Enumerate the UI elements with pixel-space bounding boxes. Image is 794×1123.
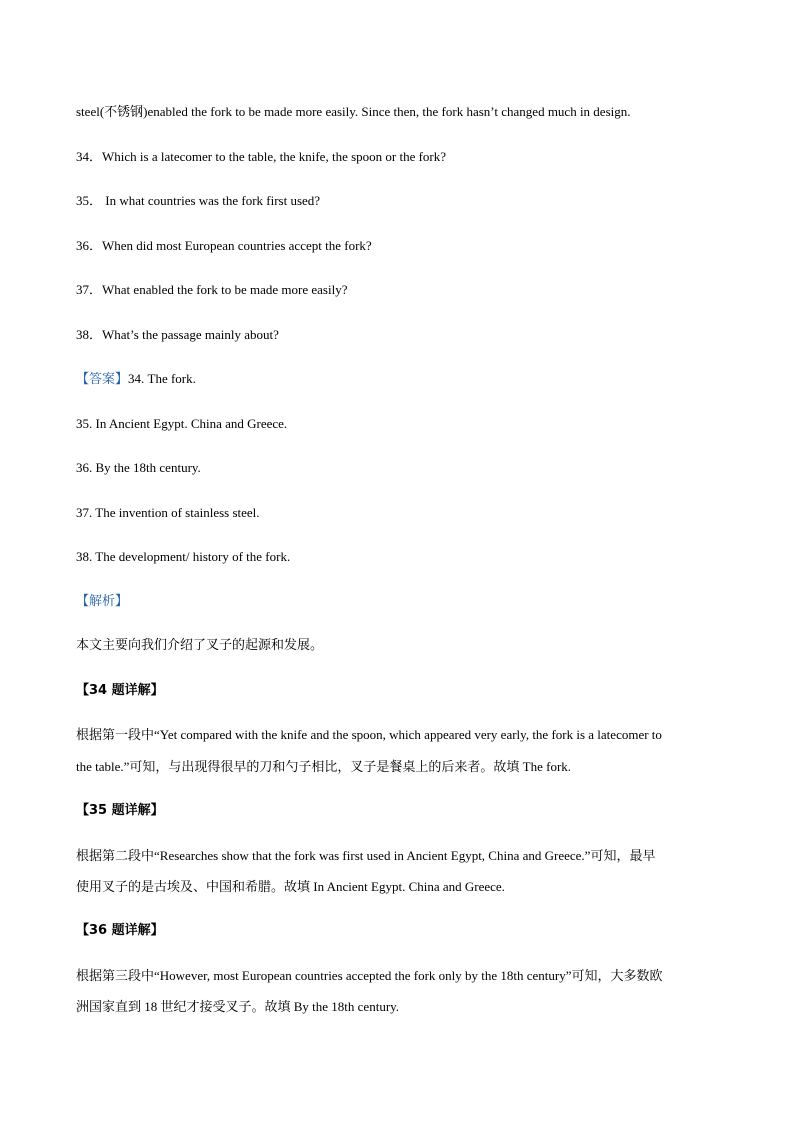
- question-text: When did most European countries accept the fork?: [102, 238, 372, 253]
- detail-34-line1: 根据第一段中“Yet compared with the knife and the spoon, which appeared very early, the fork is a latecomer to: [76, 727, 662, 742]
- question-number: 34．: [76, 149, 103, 164]
- question-38: [76, 327, 279, 343]
- answer-label: 【答案】: [76, 372, 129, 387]
- answer-38: 38. The development/ history of the fork.: [76, 549, 291, 564]
- question-text: Which is a latecomer to the table, the knife, the spoon or the fork?: [102, 149, 447, 164]
- question-37: [76, 282, 347, 298]
- question-number: 37．: [76, 282, 103, 297]
- detail-36-line2: 洲国家直到 18 世纪才接受叉子。故填 By the 18th century.: [76, 999, 400, 1014]
- question-34: [76, 149, 446, 165]
- detail-36-heading: 【36 题详解】: [76, 923, 164, 938]
- detail-36-line1: 根据第三段中“However, most European countries accepted the fork only by the 18th century”可知，大多数欧: [76, 968, 663, 983]
- analysis-summary: 本文主要向我们介绍了叉子的起源和发展。: [76, 638, 324, 653]
- detail-35-line2: 使用叉子的是古埃及、中国和希腊。故填 In Ancient Egypt. China and Greece.: [76, 879, 505, 894]
- answer-37: 37. The invention of stainless steel.: [76, 505, 260, 520]
- question-text: In what countries was the fork first used?: [102, 193, 321, 208]
- answer-36: 36. By the 18th century.: [76, 460, 201, 475]
- analysis-label: 【解析】: [76, 594, 129, 609]
- detail-34-line2: the table.”可知，与出现得很早的刀和勺子相比，叉子是餐桌上的后来者。故填 The fork.: [76, 759, 572, 774]
- passage-continuation: steel(不锈钢)enabled the fork to be made more easily. Since then, the fork hasn’t changed much in design.: [76, 104, 631, 119]
- question-number: 38．: [76, 327, 103, 342]
- detail-35-heading: 【35 题详解】: [76, 803, 164, 818]
- question-text: What’s the passage mainly about?: [102, 327, 279, 342]
- question-text: What enabled the fork to be made more easily?: [102, 282, 348, 297]
- question-35: [76, 193, 320, 209]
- answer-line: [76, 371, 196, 388]
- detail-35-line1: 根据第二段中“Researches show that the fork was first used in Ancient Egypt, China and Greece.”可知，最早: [76, 848, 656, 863]
- answer-35: 35. In Ancient Egypt. China and Greece.: [76, 416, 288, 431]
- detail-34-heading: 【34 题详解】: [76, 683, 164, 698]
- question-36: [76, 238, 372, 254]
- question-number: 35．: [76, 193, 103, 208]
- answer-34: 34. The fork.: [128, 371, 196, 386]
- question-number: 36．: [76, 238, 103, 253]
